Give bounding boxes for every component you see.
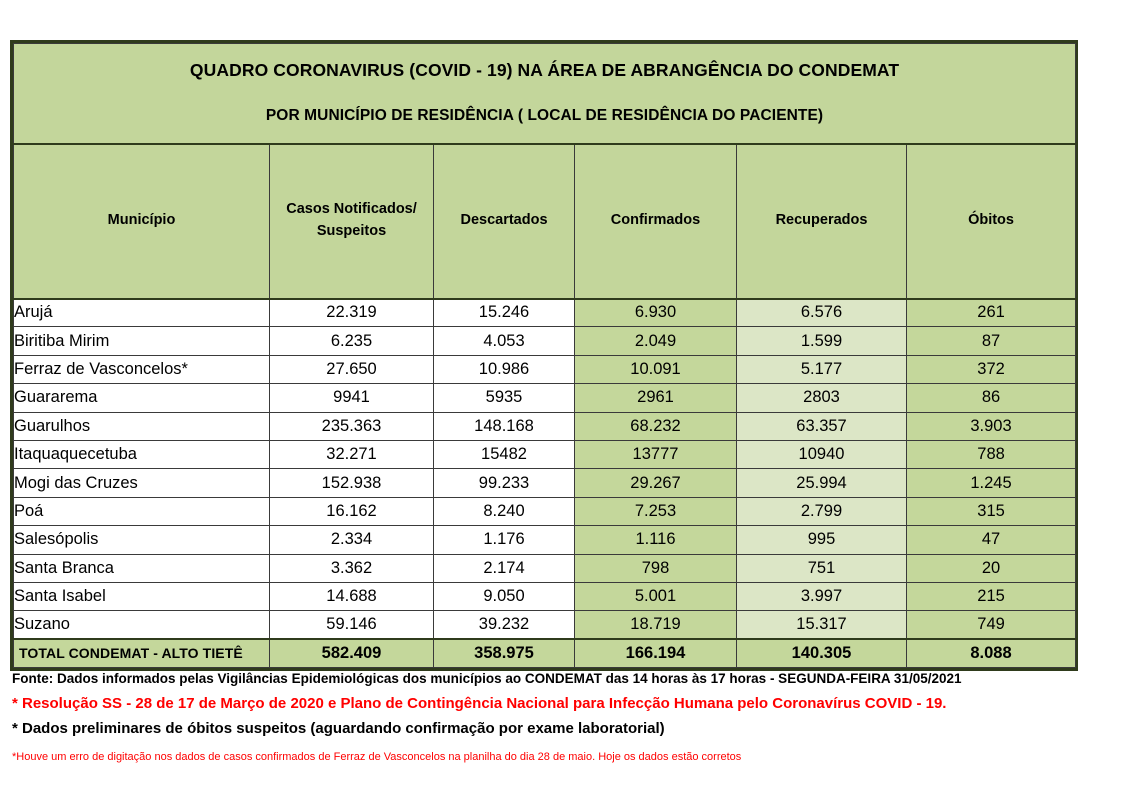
covid-table-body xyxy=(14,299,1076,640)
cell-notificados: 235.363 xyxy=(270,412,434,440)
table-row xyxy=(14,554,1076,582)
table-row xyxy=(14,299,1076,327)
cell-confirmados: 10.091 xyxy=(575,355,737,383)
total-label: TOTAL CONDEMAT - ALTO TIETÊ xyxy=(14,639,270,667)
cell-municipio: Santa Isabel xyxy=(14,582,270,610)
cell-recuperados: 15.317 xyxy=(737,611,907,639)
cell-descartados: 15482 xyxy=(434,440,575,468)
cell-obitos: 215 xyxy=(907,582,1076,610)
table-row xyxy=(14,526,1076,554)
table-row xyxy=(14,497,1076,525)
cell-obitos: 749 xyxy=(907,611,1076,639)
footnote-preliminary: * Dados preliminares de óbitos suspeitos (aguardando confirmação por exame laboratorial) xyxy=(12,720,665,738)
cell-notificados: 2.334 xyxy=(270,526,434,554)
cell-notificados: 16.162 xyxy=(270,497,434,525)
column-header-casos-line2: Suspeitos xyxy=(316,223,387,239)
cell-confirmados: 6.930 xyxy=(575,299,737,327)
table-row xyxy=(14,327,1076,355)
cell-notificados: 14.688 xyxy=(270,582,434,610)
cell-descartados: 10.986 xyxy=(434,355,575,383)
footnote-source: Fonte: Dados informados pelas Vigilâncias Epidemiológicas dos municípios ao CONDEMAT das 14 horas às 17 horas - SEGUNDA-FEIRA 31/05/2021 xyxy=(12,671,962,686)
cell-recuperados: 1.599 xyxy=(737,327,907,355)
cell-obitos: 788 xyxy=(907,440,1076,468)
cell-obitos: 86 xyxy=(907,384,1076,412)
cell-confirmados: 7.253 xyxy=(575,497,737,525)
cell-notificados: 59.146 xyxy=(270,611,434,639)
cell-municipio: Guarulhos xyxy=(14,412,270,440)
table-row xyxy=(14,384,1076,412)
cell-notificados: 22.319 xyxy=(270,299,434,327)
table-row xyxy=(14,440,1076,468)
cell-recuperados: 6.576 xyxy=(737,299,907,327)
cell-descartados: 5935 xyxy=(434,384,575,412)
cell-obitos: 372 xyxy=(907,355,1076,383)
cell-municipio: Itaquaquecetuba xyxy=(14,440,270,468)
cell-confirmados: 2961 xyxy=(575,384,737,412)
cell-recuperados: 2803 xyxy=(737,384,907,412)
cell-municipio: Biritiba Mirim xyxy=(14,327,270,355)
cell-obitos: 1.245 xyxy=(907,469,1076,497)
cell-recuperados: 995 xyxy=(737,526,907,554)
cell-notificados: 6.235 xyxy=(270,327,434,355)
cell-obitos: 261 xyxy=(907,299,1076,327)
cell-descartados: 39.232 xyxy=(434,611,575,639)
total-recuperados: 140.305 xyxy=(737,639,907,667)
cell-descartados: 1.176 xyxy=(434,526,575,554)
cell-confirmados: 68.232 xyxy=(575,412,737,440)
cell-recuperados: 10940 xyxy=(737,440,907,468)
cell-municipio: Santa Branca xyxy=(14,554,270,582)
total-obitos: 8.088 xyxy=(907,639,1076,667)
cell-descartados: 148.168 xyxy=(434,412,575,440)
title-row xyxy=(14,44,1076,144)
cell-recuperados: 5.177 xyxy=(737,355,907,383)
cell-confirmados: 798 xyxy=(575,554,737,582)
column-header-row xyxy=(14,144,1076,299)
cell-confirmados: 29.267 xyxy=(575,469,737,497)
cell-municipio: Ferraz de Vasconcelos* xyxy=(14,355,270,383)
cell-recuperados: 2.799 xyxy=(737,497,907,525)
footnote-resolution: * Resolução SS - 28 de 17 de Março de 2020 e Plano de Contingência Nacional para Infecção Humana pelo Coronavírus COVID - 19. xyxy=(12,694,947,712)
table-row xyxy=(14,469,1076,497)
cell-confirmados: 13777 xyxy=(575,440,737,468)
column-header-confirmados: Confirmados xyxy=(575,144,737,299)
cell-notificados: 32.271 xyxy=(270,440,434,468)
cell-recuperados: 63.357 xyxy=(737,412,907,440)
column-header-casos-notificados xyxy=(270,144,434,299)
cell-notificados: 3.362 xyxy=(270,554,434,582)
column-header-descartados: Descartados xyxy=(434,144,575,299)
cell-obitos: 3.903 xyxy=(907,412,1076,440)
footnote-correction: *Houve um erro de digitação nos dados de casos confirmados de Ferraz de Vasconcelos na planilha do dia 28 de maio. Hoje os dados estão corretos xyxy=(12,750,742,763)
column-header-municipio: Município xyxy=(14,144,270,299)
cell-descartados: 15.246 xyxy=(434,299,575,327)
cell-notificados: 27.650 xyxy=(270,355,434,383)
footnotes-block xyxy=(12,672,1112,763)
cell-confirmados: 2.049 xyxy=(575,327,737,355)
cell-descartados: 2.174 xyxy=(434,554,575,582)
total-confirmados: 166.194 xyxy=(575,639,737,667)
cell-obitos: 315 xyxy=(907,497,1076,525)
column-header-casos-line1: Casos Notificados/ xyxy=(286,201,417,218)
cell-municipio: Mogi das Cruzes xyxy=(14,469,270,497)
table-row xyxy=(14,412,1076,440)
cell-obitos: 87 xyxy=(907,327,1076,355)
report-title-line1: QUADRO CORONAVIRUS (COVID - 19) NA ÁREA DE ABRANGÊNCIA DO CONDEMAT xyxy=(189,60,900,81)
cell-municipio: Salesópolis xyxy=(14,526,270,554)
cell-descartados: 9.050 xyxy=(434,582,575,610)
cell-obitos: 47 xyxy=(907,526,1076,554)
report-title-line2: POR MUNICÍPIO DE RESIDÊNCIA ( LOCAL DE RESIDÊNCIA DO PACIENTE) xyxy=(265,107,824,125)
table-row xyxy=(14,582,1076,610)
cell-descartados: 99.233 xyxy=(434,469,575,497)
cell-municipio: Suzano xyxy=(14,611,270,639)
cell-recuperados: 3.997 xyxy=(737,582,907,610)
cell-confirmados: 5.001 xyxy=(575,582,737,610)
cell-municipio: Guararema xyxy=(14,384,270,412)
total-notificados: 582.409 xyxy=(270,639,434,667)
cell-descartados: 8.240 xyxy=(434,497,575,525)
cell-confirmados: 18.719 xyxy=(575,611,737,639)
cell-municipio: Poá xyxy=(14,497,270,525)
cell-notificados: 9941 xyxy=(270,384,434,412)
covid-data-table xyxy=(13,43,1076,668)
column-header-obitos: Óbitos xyxy=(907,144,1076,299)
table-row xyxy=(14,355,1076,383)
cell-descartados: 4.053 xyxy=(434,327,575,355)
cell-recuperados: 25.994 xyxy=(737,469,907,497)
cell-obitos: 20 xyxy=(907,554,1076,582)
cell-municipio: Arujá xyxy=(14,299,270,327)
cell-recuperados: 751 xyxy=(737,554,907,582)
column-header-recuperados: Recuperados xyxy=(737,144,907,299)
total-descartados: 358.975 xyxy=(434,639,575,667)
cell-notificados: 152.938 xyxy=(270,469,434,497)
table-row xyxy=(14,611,1076,639)
report-title-cell xyxy=(14,44,1076,144)
total-row xyxy=(14,639,1076,667)
covid-table-container xyxy=(10,40,1078,671)
cell-confirmados: 1.116 xyxy=(575,526,737,554)
